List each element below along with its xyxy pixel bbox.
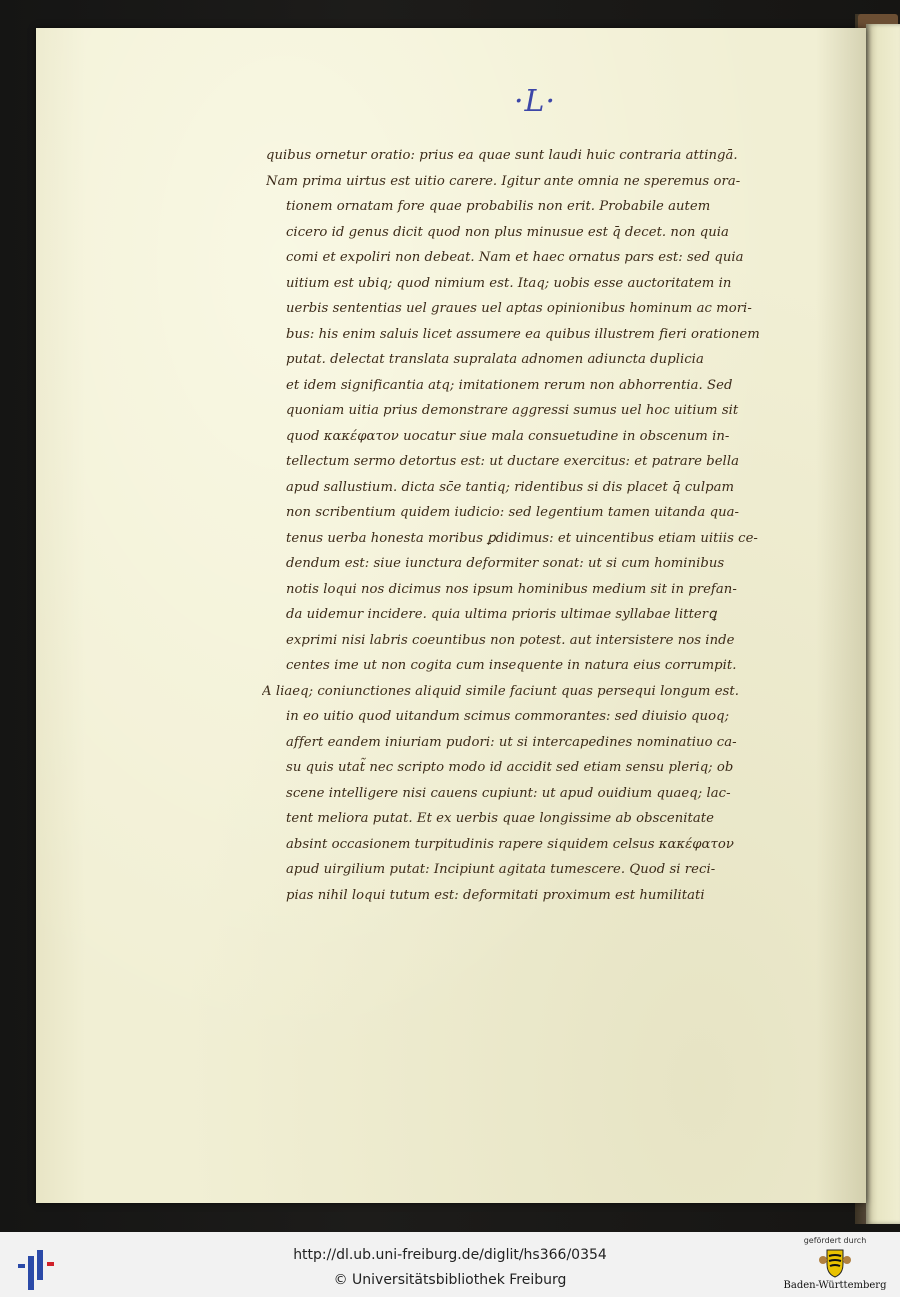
text-line: et idem significantia atq; imitationem rerum non abhorrentia. Sed xyxy=(286,377,733,393)
text-line: scene intelligere nisi cauens cupiunt: ut apud ouidium quaeq; lac- xyxy=(286,785,731,801)
folio-number: ·L· xyxy=(514,84,556,119)
text-line: pias nihil loqui tutum est: deformitati proximum est humilitati xyxy=(286,887,705,903)
text-line: affert eandem iniuriam pudori: ut si intercapedines nominatiuo ca- xyxy=(286,734,737,750)
text-line: su quis utat̃ nec scripto modo id accidit sed etiam sensu pleriq; ob xyxy=(286,760,734,775)
adjacent-page-edge xyxy=(866,24,900,1224)
text-line: tenus uerba honesta moribus ꝑdidimus: et uincentibus etiam uitiis ce- xyxy=(286,530,758,546)
text-line: apud sallustium. dicta sc̄e tantiq; ridentibus si dis placet q̄ culpam xyxy=(286,479,735,495)
text-line: notis loqui nos dicimus nos ipsum hominibus medium sit in prefan- xyxy=(286,581,737,597)
text-line: absint occasionem turpitudinis rapere siquidem celsus κακέφατον xyxy=(286,836,734,852)
text-line: centes ime ut non cogita cum insequente in natura eius corrumpit. xyxy=(286,658,737,673)
sponsor-block xyxy=(780,1236,890,1291)
text-line: exprimi nisi labris coeuntibus non potest. aut intersistere nos inde xyxy=(286,632,735,648)
text-line: non scribentium quidem iudicio: sed legentium tamen uitanda qua- xyxy=(286,505,740,520)
text-line: in eo uitio quod uitandum scimus commorantes: sed diuisio quoq; xyxy=(286,709,730,724)
sponsor-name: Baden-Württemberg xyxy=(783,1280,887,1291)
sponsor-caption: gefördert durch xyxy=(803,1236,867,1245)
text-line: dendum est: siue iunctura deformiter sonat: ut si cum hominibus xyxy=(286,556,725,571)
text-line: uitium est ubiq; quod nimium est. Itaq; uobis esse auctoritatem in xyxy=(286,275,732,291)
manuscript-text-block xyxy=(262,143,796,908)
permalink-url[interactable]: http://dl.ub.uni-freiburg.de/diglit/hs366/0354 xyxy=(293,1247,607,1263)
coat-of-arms-icon xyxy=(780,1248,890,1278)
text-line: tellectum sermo detortus est: ut ductare exercitus: et patrare bella xyxy=(286,454,740,469)
text-line: cicero id genus dicit quod non plus minusue est q̄ decet. non quia xyxy=(286,224,729,240)
text-line: uerbis sententias uel graues uel aptas opinionibus hominum ac mori- xyxy=(286,301,752,316)
text-line: quibus ornetur oratio: prius ea quae sunt laudi huic contraria attingā. xyxy=(266,148,738,163)
text-line: apud uirgilium putat: Incipiunt agitata tumescere. Quod si reci- xyxy=(286,862,716,877)
text-line: Nam prima uirtus est uitio carere. Igitur ante omnia ne speremus ora- xyxy=(266,173,741,189)
text-line: putat. delectat translata supralata adnomen adiuncta duplicia xyxy=(286,352,704,367)
text-line: quod κακέφατον uocatur siue mala consuetudine in obscenum in- xyxy=(286,428,730,444)
viewer-footer xyxy=(0,1232,900,1297)
text-line: bus: his enim saluis licet assumere ea quibus illustrem fieri orationem xyxy=(286,326,760,342)
text-line: A liaeq; coniunctiones aliquid simile faciunt quas persequi longum est. xyxy=(262,683,739,699)
text-line: tionem ornatam fore quae probabilis non erit. Probabile autem xyxy=(286,199,711,214)
text-line: tent meliora putat. Et ex uerbis quae longissime ab obscenitate xyxy=(286,811,715,826)
text-line: da uidemur incidere. quia ultima prioris ultimae syllabae litterꝗ xyxy=(286,607,717,622)
copyright-notice: © Universitätsbibliothek Freiburg xyxy=(333,1272,567,1288)
text-line: quoniam uitia prius demonstrare aggressi sumus uel hoc uitium sit xyxy=(286,403,739,418)
text-line: comi et expoliri non debeat. Nam et haec ornatus pars est: sed quia xyxy=(286,250,744,265)
